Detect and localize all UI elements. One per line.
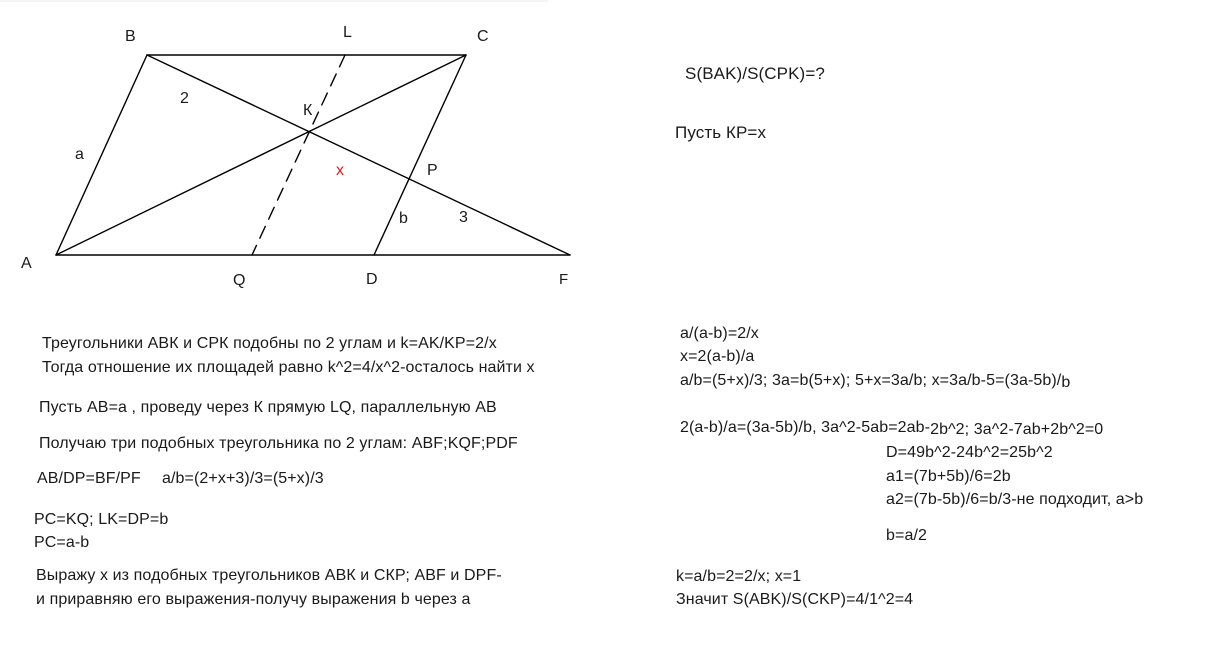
vertex-a-label: A [21,255,32,272]
text-line-2: Тогда отношение их площадей равно k^2=4/x^2-осталось найти х [42,359,535,376]
let-kp-statement: Пусть КР=х [675,123,767,142]
side-b-label: b [399,210,408,227]
area-ratio-question: S(BAK)/S(CPK)=? [685,64,825,83]
text-line-5a: AB/DP=BF/PF [37,470,141,487]
k-equation: k=a/b=2=2/x; x=1 [676,568,802,585]
vertex-k-label: К [303,102,313,119]
text-line-1: Треугольники АВК и СРК подобны по 2 углам и k=AK/KP=2/x [42,335,497,352]
discriminant: D=49b^2-24b^2=25b^2 [886,444,1053,461]
text-line-9: и приравняю его выражения-получу выражения b через a [36,591,471,608]
equation-3 [680,371,1070,391]
equation-2: x=2(a-b)/a [680,348,755,365]
vertex-b-label: B [125,28,136,45]
equation-3-tail: b [1061,374,1071,391]
vertex-f-label: F [559,271,569,288]
text-line-3: Пусть АВ=а , проведу через К прямую LQ, параллельную АВ [39,399,497,416]
segment-cd [374,55,466,255]
final-answer: Значит S(ABK)/S(CKP)=4/1^2=4 [676,591,914,608]
text-line-4: Получаю три подобных треугольника по 2 углам: ABF;KQF;PDF [39,435,518,452]
text-line-5b: a/b=(2+x+3)/3=(5+x)/3 [162,470,324,487]
vertex-q-label: Q [233,272,246,289]
equation-1: a/(a-b)=2/x [680,325,759,342]
side-a-label: a [75,146,84,163]
segment-kp-x-label: x [336,162,344,179]
vertex-d-label: D [366,271,378,288]
text-line-7: PC=a-b [34,534,90,551]
segment-ab [56,55,147,255]
b-equals: b=a/2 [886,527,927,544]
vertex-l-label: L [343,24,352,41]
equation-3-main: a/b=(5+x)/3; 3a=b(5+x); 5+x=3a/b; x=3a/b-5=(3a-5b)/ [680,372,1062,389]
segment-pf-length: 3 [459,209,468,226]
text-line-6: PC=KQ; LK=DP=b [34,511,169,528]
vertex-p-label: P [427,162,438,179]
segment-bk-length: 2 [180,90,189,107]
equation-4-main: 2(a-b)/a=(3a-5b)/b, 3a^2-5ab=2ab- [680,419,931,436]
segment-bf [147,55,570,255]
equation-4 [680,418,1103,438]
vertex-c-label: C [477,28,489,45]
dashed-line-lq [252,55,345,255]
root-a2: a2=(7b-5b)/6=b/3-не подходит, a>b [886,491,1144,508]
text-line-8: Выражу х из подобных треугольников АВК и СКР; ABF и DPF- [36,567,502,584]
root-a1: a1=(7b+5b)/6=2b [886,468,1011,485]
equation-4-tail: 2b^2; 3a^2-7ab+2b^2=0 [930,421,1104,438]
